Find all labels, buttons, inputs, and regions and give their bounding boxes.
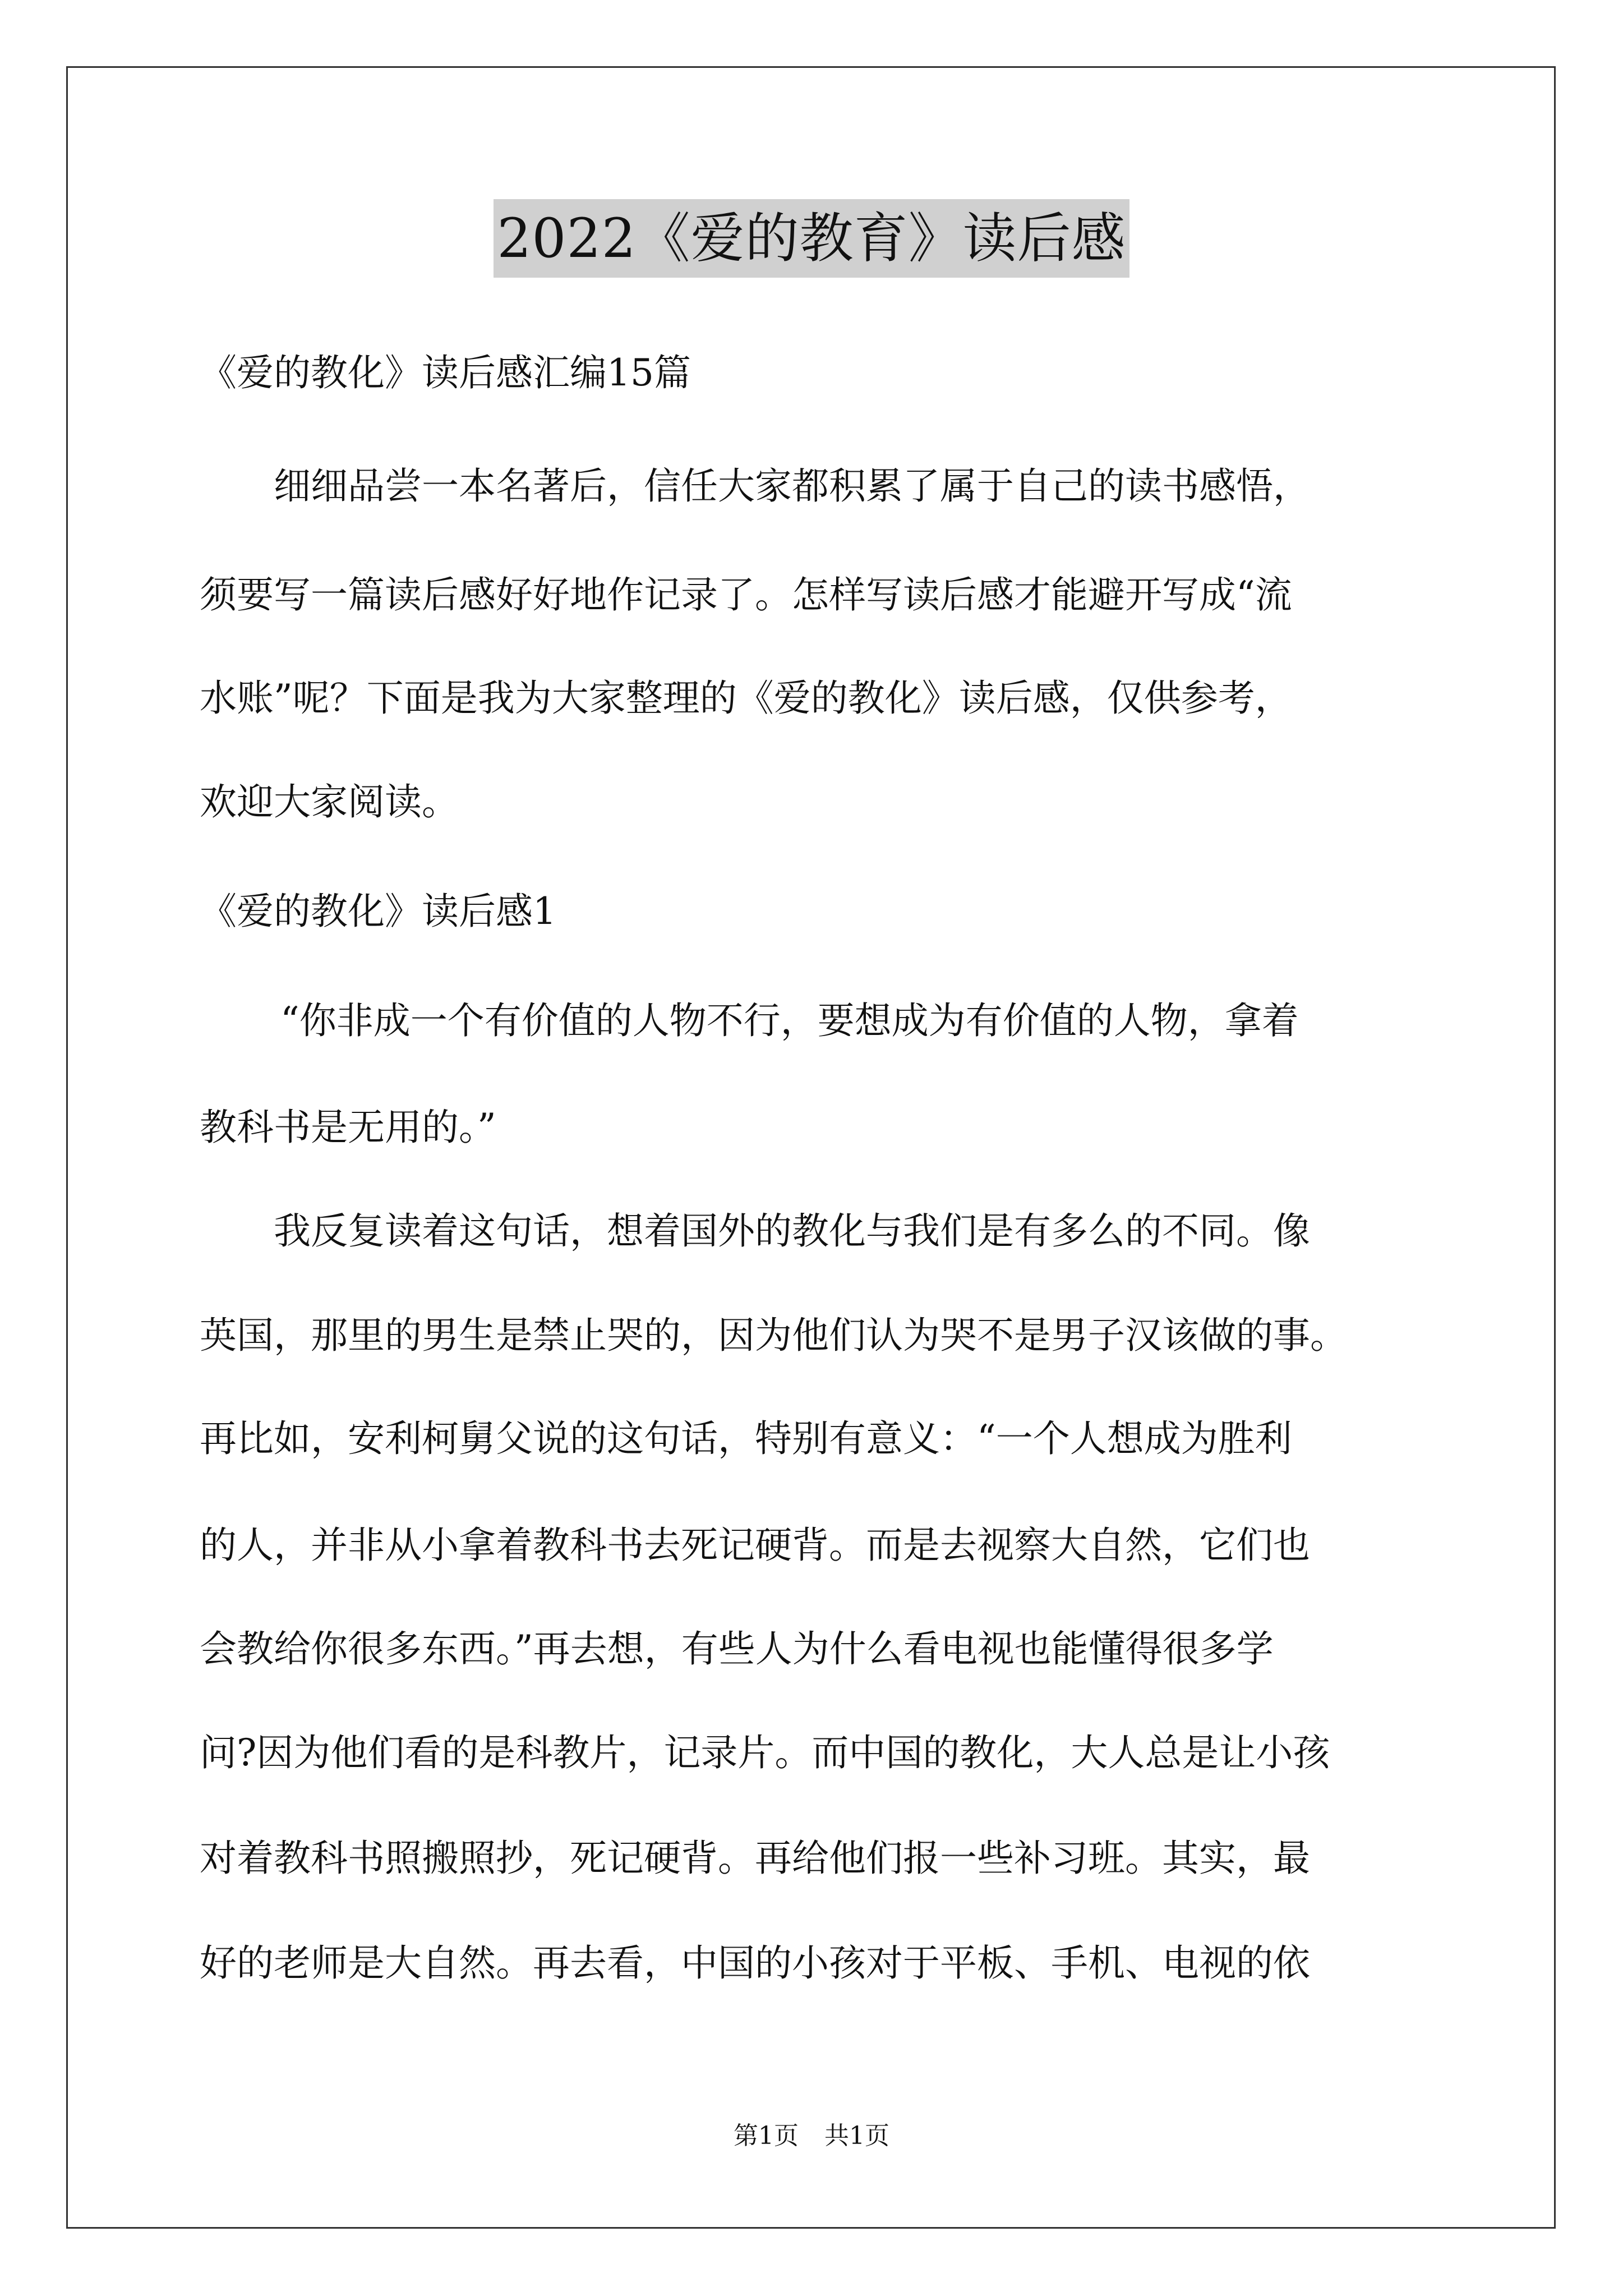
quote-line: “你非成一个有价值的人物不行，要想成为有价值的人物，拿着 bbox=[280, 999, 1299, 1042]
body-line: 英国，那里的男生是禁止哭的，因为他们认为哭不是男子汉该做的事。 bbox=[200, 1314, 1347, 1357]
body-line: 再比如，安利柯舅父说的这句话，特别有意义：“一个人想成为胜利 bbox=[200, 1417, 1292, 1460]
body-line: 的人，并非从小拿着教科书去死记硬背。而是去视察大自然，它们也 bbox=[200, 1524, 1310, 1567]
quote-line: 教科书是无用的。” bbox=[200, 1106, 496, 1149]
page-number-current: 第1页 bbox=[734, 2122, 799, 2150]
page-number-total: 共1页 bbox=[824, 2122, 889, 2150]
intro-line: 须要写一篇读后感好好地作记录了。怎样写读后感才能避开写成“流 bbox=[200, 573, 1292, 616]
body-line: 对着教科书照搬照抄，死记硬背。再给他们报一些补习班。其实，最 bbox=[200, 1837, 1310, 1880]
page-footer bbox=[0, 2119, 1623, 2153]
body-line: 问?因为他们看的是科教片，记录片。而中国的教化，大人总是让小孩 bbox=[200, 1731, 1330, 1774]
document-subtitle: 《爱的教化》读后感汇编15篇 bbox=[200, 351, 691, 394]
body-line: 我反复读着这句话，想着国外的教化与我们是有多么的不同。像 bbox=[274, 1209, 1310, 1253]
title-container bbox=[0, 199, 1623, 278]
body-line: 好的老师是大自然。再去看，中国的小孩对于平板、手机、电视的依 bbox=[200, 1941, 1310, 1985]
body-line: 会教给你很多东西。”再去想，有些人为什么看电视也能懂得很多学 bbox=[200, 1627, 1274, 1671]
intro-line: 欢迎大家阅读。 bbox=[200, 780, 459, 823]
intro-line: 水账”呢？下面是我为大家整理的《爱的教化》读后感，仅供参考， bbox=[200, 677, 1292, 720]
document-title: 2022《爱的教育》读后感 bbox=[494, 199, 1129, 278]
intro-line: 细细品尝一本名著后，信任大家都积累了属于自己的读书感悟， bbox=[274, 464, 1310, 508]
section-heading: 《爱的教化》读后感1 bbox=[200, 890, 556, 933]
